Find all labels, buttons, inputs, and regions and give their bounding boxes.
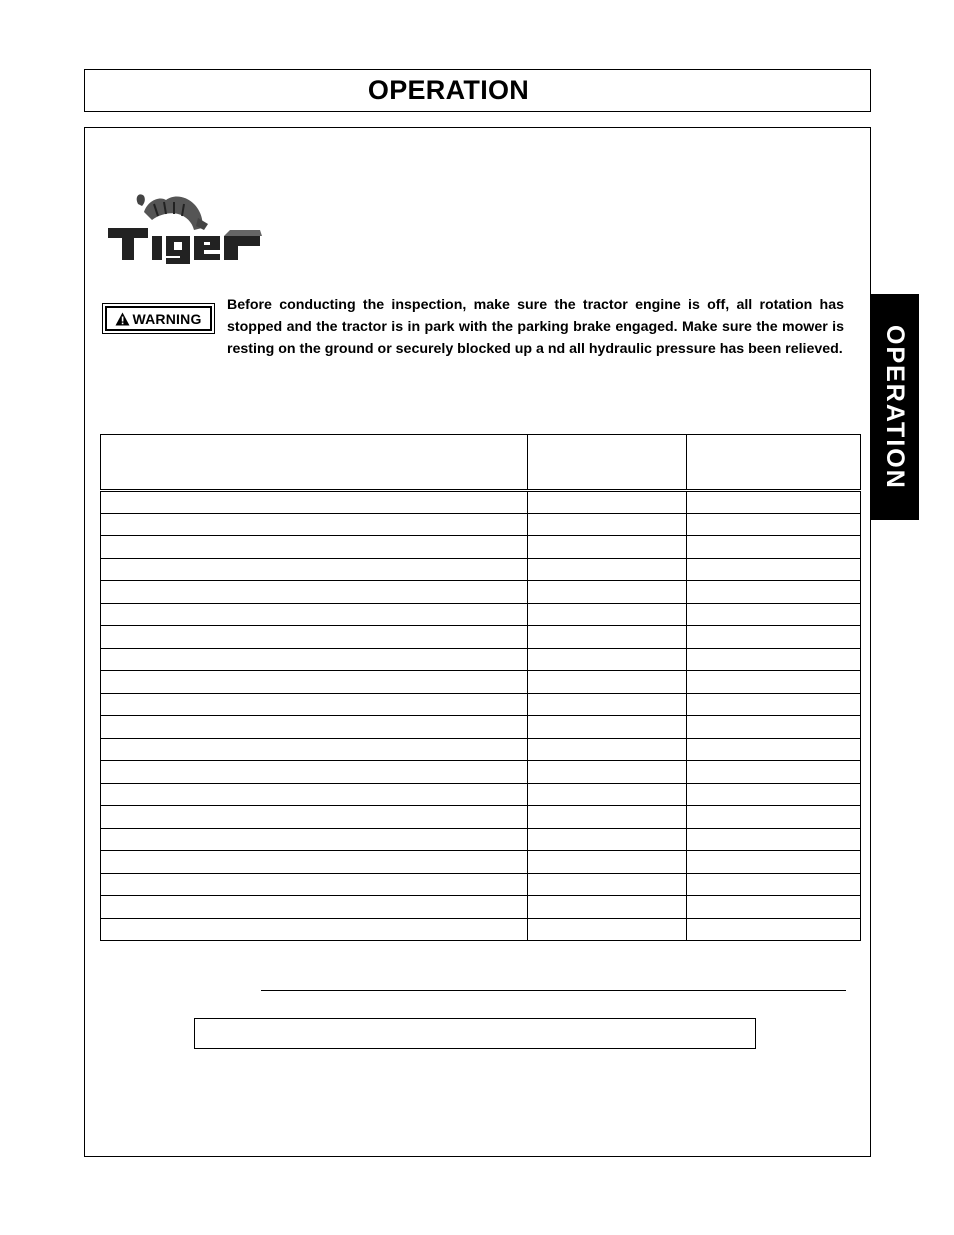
table-cell	[528, 558, 687, 581]
table-cell	[528, 828, 687, 851]
table-cell	[528, 603, 687, 626]
table-row	[101, 716, 861, 739]
table-cell	[528, 536, 687, 559]
table-cell	[101, 873, 528, 896]
page-title: OPERATION	[367, 75, 530, 105]
table-cell	[687, 716, 861, 739]
warning-label: WARNING	[132, 310, 202, 327]
table-cell	[101, 603, 528, 626]
table-row	[101, 648, 861, 671]
table-cell	[687, 671, 861, 694]
table-cell	[528, 581, 687, 604]
table-cell	[528, 648, 687, 671]
table-cell	[528, 738, 687, 761]
notes-box	[194, 1018, 756, 1049]
table-row	[101, 693, 861, 716]
table-cell	[101, 558, 528, 581]
table-cell	[101, 896, 528, 919]
table-row	[101, 918, 861, 941]
table-cell	[101, 693, 528, 716]
table-row	[101, 738, 861, 761]
table-row	[101, 896, 861, 919]
table-row	[101, 513, 861, 536]
table-cell	[101, 851, 528, 874]
table-cell	[687, 491, 861, 514]
tiger-logo-icon	[104, 190, 264, 266]
table-cell	[528, 873, 687, 896]
table-cell	[528, 761, 687, 784]
table-cell	[101, 828, 528, 851]
table-cell	[528, 513, 687, 536]
table-cell	[687, 851, 861, 874]
table-row	[101, 761, 861, 784]
table-cell	[528, 716, 687, 739]
table-cell	[687, 761, 861, 784]
table-row	[101, 536, 861, 559]
table-row	[101, 828, 861, 851]
table-cell	[687, 896, 861, 919]
table-cell	[101, 626, 528, 649]
column-header-b	[528, 435, 687, 491]
table-cell	[687, 738, 861, 761]
table-row	[101, 603, 861, 626]
signature-line	[261, 990, 846, 991]
section-side-tab	[870, 294, 919, 520]
table-row	[101, 783, 861, 806]
table-cell	[687, 783, 861, 806]
table-row	[101, 626, 861, 649]
table-cell	[687, 873, 861, 896]
table-row	[101, 851, 861, 874]
table-row	[101, 581, 861, 604]
table-cell	[687, 828, 861, 851]
table-row	[101, 671, 861, 694]
table-cell	[101, 738, 528, 761]
column-header-item	[101, 435, 528, 491]
table-cell	[101, 806, 528, 829]
table-cell	[528, 806, 687, 829]
table-cell	[687, 558, 861, 581]
table-cell	[101, 918, 528, 941]
table-cell	[101, 671, 528, 694]
table-cell	[528, 626, 687, 649]
table-cell	[101, 491, 528, 514]
table-cell	[687, 581, 861, 604]
table-cell	[528, 491, 687, 514]
table-row	[101, 558, 861, 581]
table-cell	[528, 851, 687, 874]
table-cell	[687, 626, 861, 649]
table-cell	[101, 648, 528, 671]
table-cell	[101, 761, 528, 784]
table-cell	[528, 693, 687, 716]
table-cell	[687, 918, 861, 941]
table-cell	[101, 716, 528, 739]
table-cell	[687, 806, 861, 829]
table-cell	[101, 581, 528, 604]
table-cell	[528, 671, 687, 694]
table-cell	[687, 693, 861, 716]
table-row	[101, 873, 861, 896]
table-header-row	[101, 435, 861, 491]
table-cell	[687, 536, 861, 559]
table-cell	[101, 536, 528, 559]
table-cell	[528, 918, 687, 941]
table-cell	[101, 513, 528, 536]
warning-triangle-icon	[115, 312, 130, 326]
table-cell	[687, 513, 861, 536]
side-tab-label: OPERATION	[881, 324, 909, 490]
table-cell	[687, 603, 861, 626]
table-cell	[101, 783, 528, 806]
table-cell	[687, 648, 861, 671]
inspection-checklist-table	[100, 434, 861, 941]
table-row	[101, 806, 861, 829]
column-header-c	[687, 435, 861, 491]
table-row	[101, 491, 861, 514]
checklist-body	[101, 491, 861, 941]
header-box	[84, 69, 871, 112]
table-cell	[528, 896, 687, 919]
table-cell	[528, 783, 687, 806]
warning-text: Before conducting the inspection, make sure the tractor engine is off, all rotation has stopped and the tractor is in park with the parking brake engaged. Make sure the mower is resting on the ground or securely blocked up a nd all hydraulic pressure has been relieved.	[227, 297, 844, 357]
warning-badge	[102, 303, 215, 334]
